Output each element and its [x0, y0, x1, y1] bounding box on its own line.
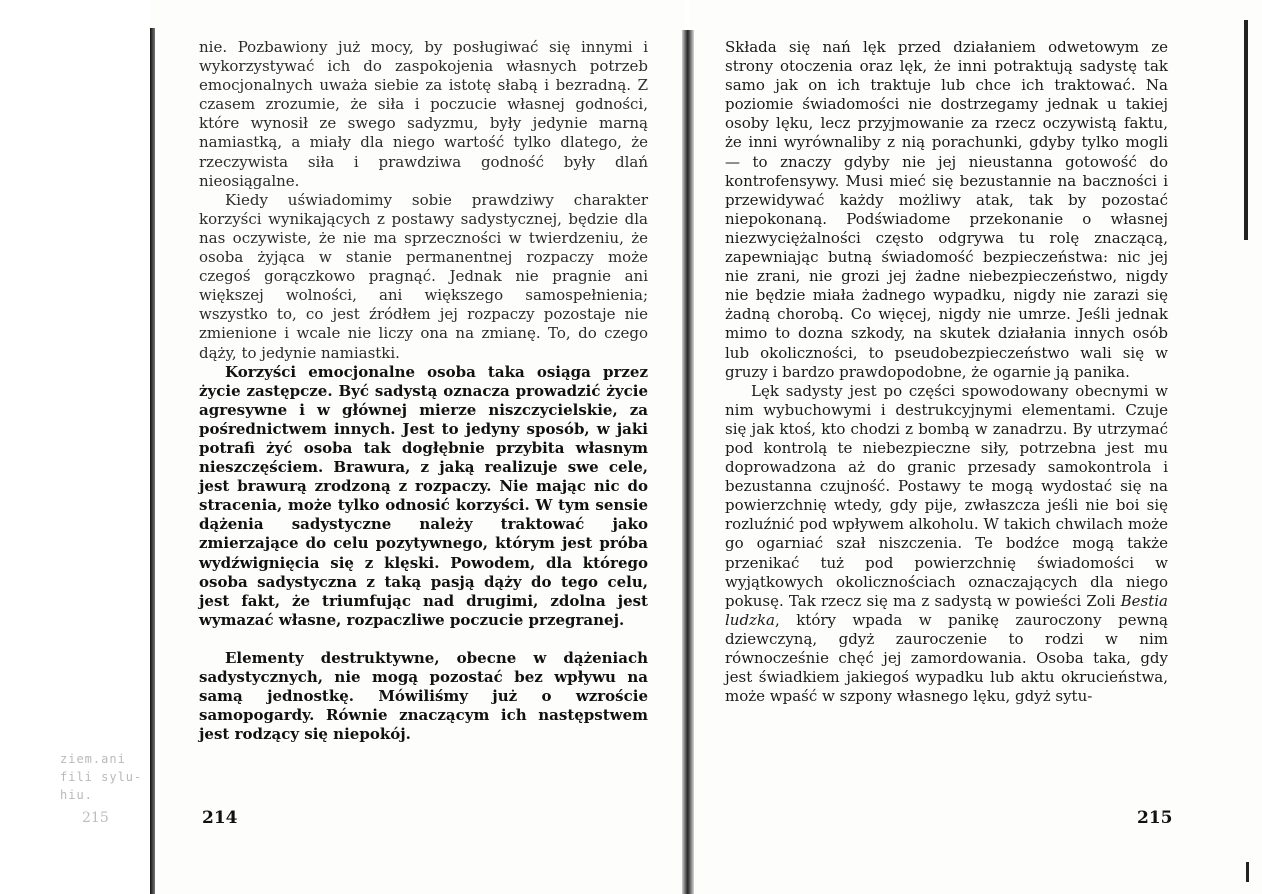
paragraph: Korzyści emocjonalne osoba taka osiąga przez życie zastępcze. Być sadystą oznacza prowadzić życie agresywne i w głównej mierze niszczycielskie, za pośrednictwem innych. Jest to jedyny sposób, w jaki potrafi żyć osoba tak dogłębnie przybita własnym nieszczęściem. Brawura, z jaką realizuje swe cele, jest brawurą zrodzoną z rozpaczy. Nie mając nic do stracenia, może tylko odnosić korzyści. W tym sensie dążenia sadystyczne należy traktować jako zmierzające do celu pozytywnego, którym jest próba wydźwignięcia się z klęski. Powodem, dla którego osoba sadystyczna z taką pasją dąży do tego celu, jest fakt, że triumfując nad drugimi, zdolna jest wymazać własne, rozpaczliwe poczucie przegranej. [199, 362, 648, 629]
bleed-through-folio: 215 [82, 810, 109, 826]
paragraph: Składa się nań lęk przed działaniem odwetowym ze strony otoczenia oraz lęk, że inni potraktują sadystę tak samo jak on ich traktuje lub chce ich traktować. Na poziomie świadomości nie dostrzegamy jednak u takiej osoby lęku, lecz przyjmowanie za rzecz oczywistą faktu, że inni wyrównaliby z nią porachunki, gdyby tylko mogli — to znaczy gdyby nie jej nieustanna gotowość do kontrofensywy. Musi mieć się bezustannie na baczności i przewidywać każdy możliwy atak, tak by pozostać niepokonaną. Podświadome przekonanie o własnej niezwyciężalności często odgrywa tu rolę znaczącą, zapewniając butną świadomość bezpieczeństwa: nic jej nie zrani, nie grozi jej żadne niebezpieczeństwo, nigdy nie będzie miała żadnego wypadku, nigdy nie zarazi się żadną chorobą. Co więcej, nigdy nie umrze. Jeśli jednak mimo to dozna szkody, na skutek działania innych osób lub okoliczności, to pseudobezpieczeństwo wali się w gruzy i bardzo prawdopodobne, że ogarnie ją panika. [725, 38, 1168, 381]
book-title: Bestia ludzka [725, 591, 1168, 629]
paragraph: Lęk sadysty jest po części spowodowany obecnymi w nim wybuchowymi i destrukcyjnymi elementami. Czuje się jak ktoś, kto chodzi z bombą w zanadrzu. By utrzymać pod kontrolą te niebezpieczne siły, potrzebna jest mu doprowadzona aż do granic przesady samokontrola i bezustanna czujność. Postawy te mogą wydostać się na powierzchnię wtedy, gdy pije, zwłaszcza jeśli nie boi się rozluźnić pod wpływem alkoholu. W takich chwilach może go ogarniać szał niszczenia. Te bodźce mogą także przenikać tuż pod powierzchnię świadomości w wyjątkowych okolicznościach oznaczających dla niego pokusę. Tak rzecz się ma z sadystą w powieści Zoli Bestia ludzka, który wpada w panikę zauroczony pewną dziewczyną, gdyż zauroczenie to rodzi w nim równocześnie chęć jej zamordowania. Osoba taka, gdy jest świadkiem jakiegoś wypadku lub aktu okrucieństwa, może wpaść w szpony własnego lęku, gdyż sytu- [725, 381, 1168, 706]
bleed-through-line: ziem.ani [60, 752, 126, 766]
page-number: 214 [202, 808, 238, 828]
paragraph: Kiedy uświadomimy sobie prawdziwy charakter korzyści wynikających z postawy sadystycznej, będzie dla nas oczywiste, że nie ma sprzeczności w twierdzeniu, że osoba żyjąca w stanie permanentnej rozpaczy może czegoś gorączkowo pragnąć. Jednak nie pragnie ani większej wolności, ani większego samospełnienia; wszystko to, co jest źródłem jej rozpaczy pozostaje nie zmienione i wcale nie liczy ona na zmianę. To, do czego dąży, to jedynie namiastki. [199, 190, 648, 362]
bleed-through-line: fili sylu- [60, 770, 143, 784]
paragraph: Elementy destruktywne, obecne w dążeniach sadystycznych, nie mogą pozostać bez wpływu na samą jednostkę. Mówiliśmy już o wzroście samopogardy. Równie znaczącym ich następstwem jest rodzący się niepokój. [199, 648, 648, 744]
left-text-column [199, 38, 648, 744]
right-page-edge [1244, 20, 1248, 240]
bleed-through-line: hiu. [60, 788, 93, 802]
right-edge-mark [1246, 862, 1249, 882]
page-number: 215 [1137, 808, 1173, 828]
book-gutter [682, 30, 694, 894]
right-text-column [725, 38, 1168, 706]
left-page-edge [150, 28, 155, 894]
paragraph: nie. Pozbawiony już mocy, by posługiwać się innymi i wykorzystywać ich do zaspokojenia własnych potrzeb emocjonalnych uważa siebie za istotę słabą i bezradną. Z czasem zrozumie, że siła i poczucie własnej godności, które wynosił ze swego sadyzmu, były jedynie marną namiastką, a miały dla niego wartość tylko dlatego, że rzeczywista siła i prawdziwa godność były dlań nieosiągalne. [199, 38, 648, 190]
